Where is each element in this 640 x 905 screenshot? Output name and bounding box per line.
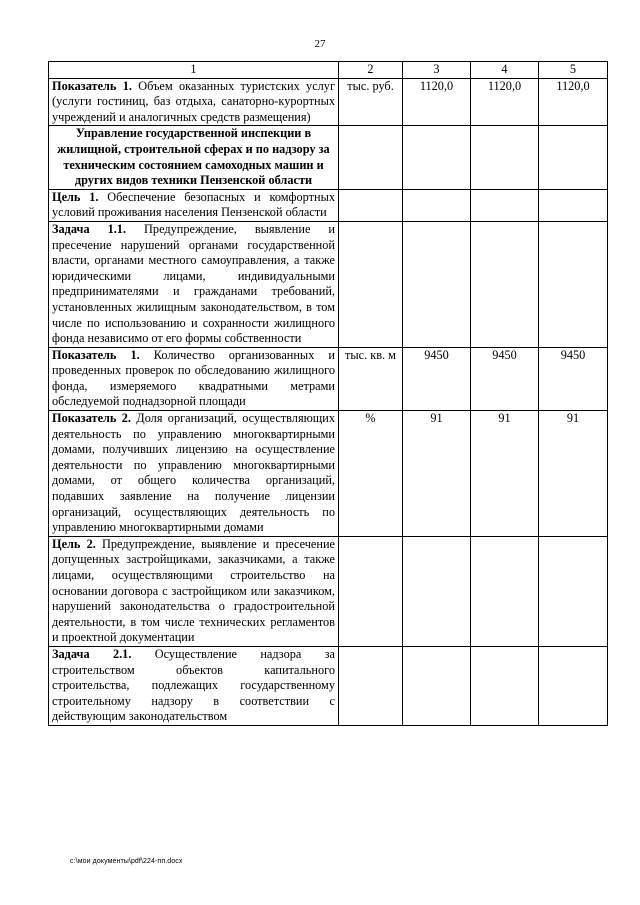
row-value-3	[403, 536, 471, 646]
row-description	[49, 221, 339, 347]
col-header-5: 5	[539, 62, 608, 79]
table-header-row	[49, 62, 608, 79]
row-text: Количество организованных и проведенных проверок по обследованию жилищного фонда, измеряемого квадратными метрами обследуемой поднадзорной площади	[52, 347, 335, 409]
file-path-footer: c:\мои документы\pdf\224-пп.docx	[70, 858, 183, 865]
row-unit: тыс. руб.	[339, 78, 403, 126]
row-value-3	[403, 189, 471, 221]
row-value-4: 91	[471, 411, 539, 537]
row-value-5	[539, 646, 608, 725]
table-row	[49, 646, 608, 725]
empty-cell	[539, 126, 608, 189]
row-value-4	[471, 189, 539, 221]
row-description	[49, 347, 339, 410]
row-value-3: 1120,0	[403, 78, 471, 126]
row-text: Предупреждение, выявление и пресечение допущенных застройщиками, заказчиками, а также лицами, осуществляющими строительство на основании договора с застройщиком или заказчиком, нарушений законодательства о градостроительной деятельности, в том числе технических регламентов и проектной документации	[52, 536, 335, 645]
row-value-3: 9450	[403, 347, 471, 410]
row-unit: тыс. кв. м	[339, 347, 403, 410]
empty-cell	[403, 126, 471, 189]
row-text: Осуществление надзора за строительством объектов капитального строительства, подлежащих государственному строительному надзору в соответствии с действующим законодательством	[52, 646, 335, 724]
row-description	[49, 78, 339, 126]
row-description	[49, 646, 339, 725]
row-value-5: 91	[539, 411, 608, 537]
row-label: Цель 1.	[52, 189, 99, 204]
row-label: Показатель 1.	[52, 347, 140, 362]
row-label: Цель 2.	[52, 536, 96, 551]
row-unit	[339, 536, 403, 646]
row-value-5: 1120,0	[539, 78, 608, 126]
row-text: Предупреждение, выявление и пресечение нарушений органами государственной власти, органами местного самоуправления, а также юридическими лицами, индивидуальными предпринимателями и гражданами требований, установленных жилищным законодательством, в том числе по использованию и сохранности жилищного фонда независимо от его формы собственности	[52, 221, 335, 346]
empty-cell	[339, 126, 403, 189]
row-label: Задача 2.1.	[52, 646, 132, 661]
row-value-3	[403, 646, 471, 725]
row-label: Показатель 2.	[52, 411, 131, 426]
row-value-3: 91	[403, 411, 471, 537]
row-unit	[339, 221, 403, 347]
indicators-table	[48, 61, 608, 726]
row-value-4	[471, 221, 539, 347]
empty-cell	[471, 126, 539, 189]
table-row	[49, 78, 608, 126]
row-value-5: 9450	[539, 347, 608, 410]
col-header-4: 4	[471, 62, 539, 79]
row-label: Показатель 1.	[52, 78, 132, 93]
section-row	[49, 126, 608, 189]
row-value-4	[471, 646, 539, 725]
row-value-3	[403, 221, 471, 347]
col-header-2: 2	[339, 62, 403, 79]
section-title: Управление государственной инспекции в жилищной, строительной сферах и по надзору за техническим состоянием самоходных машин и других видов техники Пензенской области	[49, 126, 339, 189]
row-unit	[339, 646, 403, 725]
row-value-4	[471, 536, 539, 646]
table-row	[49, 411, 608, 537]
row-text: Обеспечение безопасных и комфортных условий проживания населения Пензенской области	[52, 189, 335, 220]
row-unit	[339, 189, 403, 221]
row-description	[49, 189, 339, 221]
row-description	[49, 536, 339, 646]
row-description	[49, 411, 339, 537]
row-text: Объем оказанных туристских услуг (услуги гостиниц, баз отдыха, санаторно-курортных учреждений и аналогичных средств размещения)	[52, 78, 335, 124]
row-value-5	[539, 536, 608, 646]
col-header-3: 3	[403, 62, 471, 79]
table-row	[49, 221, 608, 347]
row-value-5	[539, 189, 608, 221]
row-value-4: 1120,0	[471, 78, 539, 126]
col-header-1: 1	[49, 62, 339, 79]
row-unit: %	[339, 411, 403, 537]
table-row	[49, 189, 608, 221]
row-value-5	[539, 221, 608, 347]
row-text: Доля организаций, осуществляющих деятельность по управлению многоквартирными домами, получивших лицензию на осуществление деятельности по управлению многоквартирными домами, от общего количества организаций, подавших заявление на получение лицензии организаций, осуществляющих деятельность по управлению многоквартирными домами	[52, 411, 335, 535]
row-label: Задача 1.1.	[52, 221, 127, 236]
row-value-4: 9450	[471, 347, 539, 410]
table-row	[49, 347, 608, 410]
table-row	[49, 536, 608, 646]
page-number: 27	[314, 38, 326, 50]
